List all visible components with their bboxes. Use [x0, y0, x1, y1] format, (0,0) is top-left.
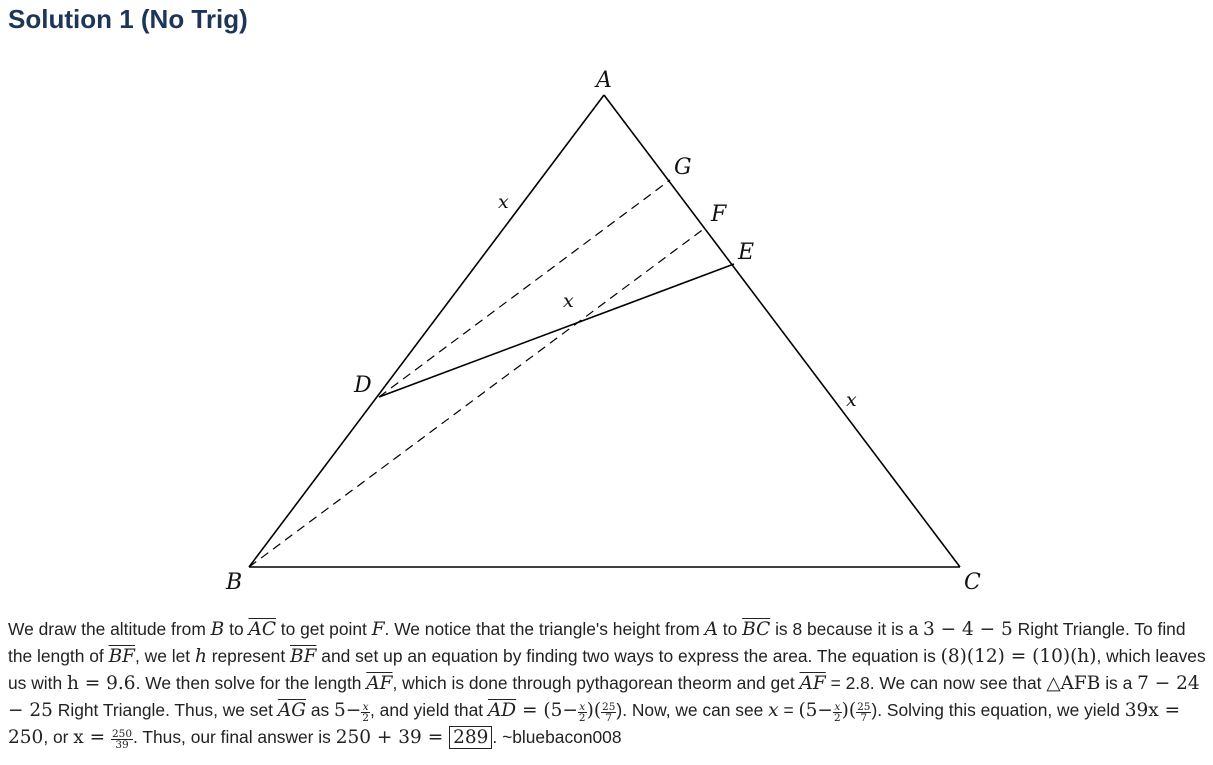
- math-ac: $\overline{AC}$: [248, 619, 276, 640]
- math-af-2: $\overline{AF}$: [799, 673, 826, 694]
- label-a: A: [596, 68, 612, 93]
- label-e: E: [738, 240, 755, 265]
- section-heading: Solution 1 (No Trig): [8, 4, 248, 34]
- label-x-ad: x: [498, 191, 509, 213]
- math-ag: $\overline{AG}$: [277, 700, 306, 721]
- math-b: B: [210, 619, 225, 640]
- math-72425: 7 − 24 − 25: [8, 673, 1200, 721]
- math-h-eq: h = 9.6: [66, 673, 136, 694]
- solution-text: [8, 616, 1206, 751]
- math-final-eq: 250 + 39 =: [335, 727, 450, 748]
- math-39x-eq: 39x = 250: [8, 700, 1181, 748]
- math-af: $\overline{AF}$: [366, 673, 393, 694]
- math-ad: $\overline{AD}$: [487, 700, 517, 721]
- dashed-dg: [379, 180, 670, 397]
- dashed-bf: [249, 228, 705, 567]
- math-bc: $\overline{BC}$: [742, 619, 771, 640]
- math-bf: $\overline{BF}$: [108, 646, 135, 667]
- boxed-answer: 289: [449, 726, 492, 749]
- math-345: 3 − 4 − 5: [922, 619, 1013, 640]
- side-ab: [249, 95, 604, 567]
- fraction-25-over-7: $\frac{25}{7}$: [857, 700, 871, 724]
- label-c: C: [964, 570, 981, 595]
- math-a: A: [704, 619, 718, 640]
- fraction-25-over-7: $\frac{25}{7}$: [602, 700, 616, 724]
- label-d: D: [354, 373, 372, 398]
- label-x-de: x: [563, 290, 574, 312]
- fraction-x-over-2: $\frac{x}{2}$: [362, 700, 369, 724]
- label-g: G: [674, 155, 692, 180]
- side-ac: [604, 95, 960, 567]
- math-bf-2: $\overline{BF}$: [290, 646, 317, 667]
- label-f: F: [711, 202, 727, 227]
- math-h: h: [194, 646, 207, 667]
- fraction-250-over-39: $\frac{250}{39}$: [111, 727, 133, 751]
- segment-de: [379, 264, 734, 397]
- math-ag-expr: 5−: [334, 700, 362, 721]
- math-x: x: [768, 700, 779, 721]
- math-tri-afb: △AFB: [1046, 673, 1101, 694]
- math-f: F: [371, 619, 385, 640]
- solution-paragraph: We draw the altitude from B to $\overline{AC}$ to get point F. We notice that the triangle's height from A to $\overline{BC}$ is 8 because it is a 3 − 4 − 5 Right Triangle. To find the length of $\overline{BF}$, we let h represent $\overline{BF}$ and set up an equation by finding two ways to express the area. The equation is (8)(12) = (10)(h), which leaves us with h = 9.6. We then solve for the length $\overline{AF}$, which is done through pythagorean theorm and get $\overline{AF} = 2.8$. We can now see that △AFB is a 7 − 24 − 25 Right Triangle. Thus, we set $\overline{AG}$ as 5− $\frac{x}{2}$ , and yield that $\overline{AD} = (5-$ $\frac{x}{2}$ )( $\frac{25}{7}$ ). Now, we can see x = (5− $\frac{x}{2}$ )( $\frac{25}{7}$ ). Solving this equation, we yield 39x = 250, or x = $\frac{250}{39}$ . Thus, our final answer is 250 + 39 = 289 . ~bluebacon008: [8, 619, 1206, 751]
- fraction-x-over-2: $\frac{x}{2}$: [833, 700, 841, 724]
- fraction-x-over-2: $\frac{x}{2}$: [578, 700, 586, 724]
- label-x-ec: x: [846, 389, 857, 411]
- label-b: B: [226, 570, 243, 595]
- math-x-eq: x =: [73, 727, 111, 748]
- math-area-eq: (8)(12) = (10)(h): [940, 646, 1097, 667]
